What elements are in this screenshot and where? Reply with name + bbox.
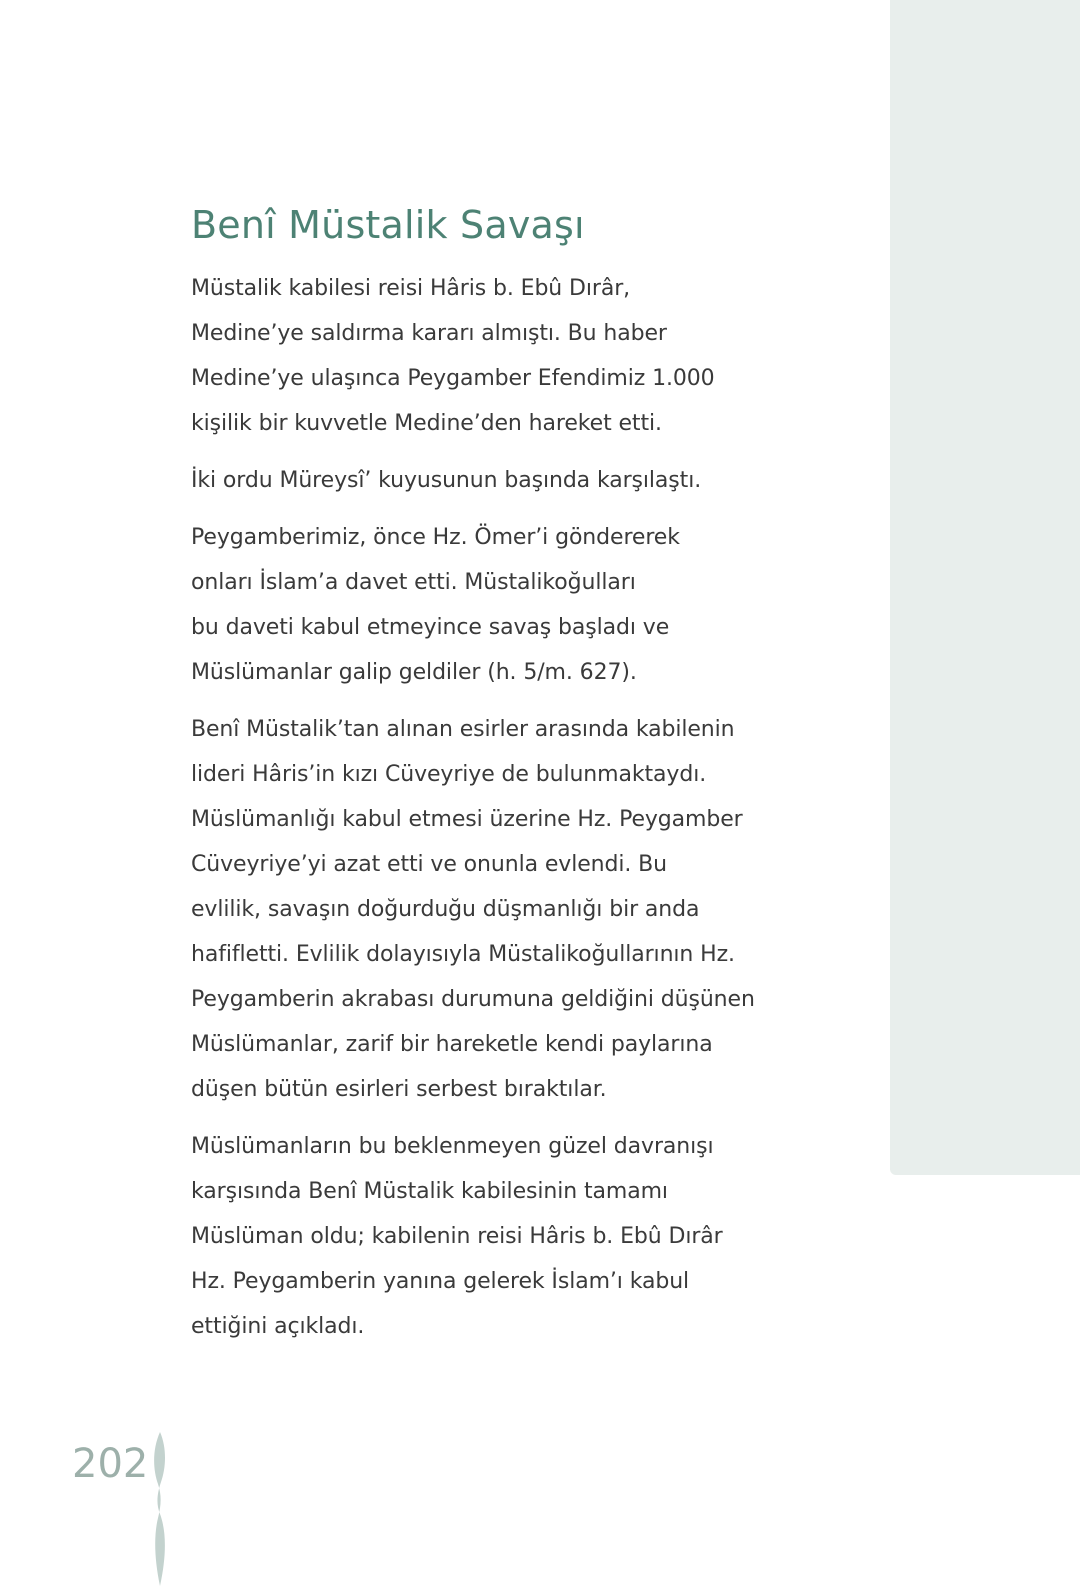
text-line: Müslüman oldu; kabilenin reisi Hâris b. Ebû Dırâr [191,1224,723,1249]
text-line: bu daveti kabul etmeyince savaş başladı ve [191,615,670,640]
paragraph-5 [191,1124,751,1349]
side-panel [890,0,1080,1175]
text-line: Müstalik kabilesi reisi Hâris b. Ebû Dırâr, [191,276,631,301]
text-line: ettiğini açıkladı. [191,1314,365,1339]
text-line: Müslümanlar galip geldiler (h. 5/m. 627). [191,660,637,685]
paragraph-1 [191,266,751,446]
paragraph-3 [191,515,751,695]
text-line: Medine’ye ulaşınca Peygamber Efendimiz 1.000 [191,366,715,391]
leaf-ornament-icon [148,1430,172,1588]
text-line: Müslümanlar, zarif bir hareketle kendi paylarına [191,1032,713,1057]
text-line: kişilik bir kuvvetle Medine’den hareket etti. [191,411,662,436]
text-line: Peygamberin akrabası durumuna geldiğini düşünen [191,987,755,1012]
page-number: 202 [72,1441,149,1487]
text-line: lideri Hâris’in kızı Cüveyriye de bulunmaktaydı. [191,762,707,787]
text-line: karşısında Benî Müstalik kabilesinin tamamı [191,1179,668,1204]
article [191,198,755,1361]
text-line: evlilik, savaşın doğurduğu düşmanlığı bir anda [191,897,700,922]
text-line: Medine’ye saldırma kararı almıştı. Bu haber [191,321,667,346]
text-line: hafifletti. Evlilik dolayısıyla Müstalikoğullarının Hz. [191,942,735,967]
text-line: onları İslam’a davet etti. Müstalikoğulları [191,570,636,595]
text-line: düşen bütün esirleri serbest bıraktılar. [191,1077,607,1102]
text-line: Cüveyriye’yi azat etti ve onunla evlendi. Bu [191,852,668,877]
paragraph-4 [191,707,755,1112]
text-line: Müslümanlığı kabul etmesi üzerine Hz. Peygamber [191,807,743,832]
text-line: Peygamberimiz, önce Hz. Ömer’i göndererek [191,525,680,550]
text-line: Hz. Peygamberin yanına gelerek İslam’ı kabul [191,1269,690,1294]
paragraph-2 [191,458,751,503]
text-line: Müslümanların bu beklenmeyen güzel davranışı [191,1134,714,1159]
text-line: Benî Müstalik’tan alınan esirler arasında kabilenin [191,717,735,742]
text-line: İki ordu Müreysî’ kuyusunun başında karşılaştı. [191,468,702,493]
section-title: Benî Müstalik Savaşı [191,203,585,247]
